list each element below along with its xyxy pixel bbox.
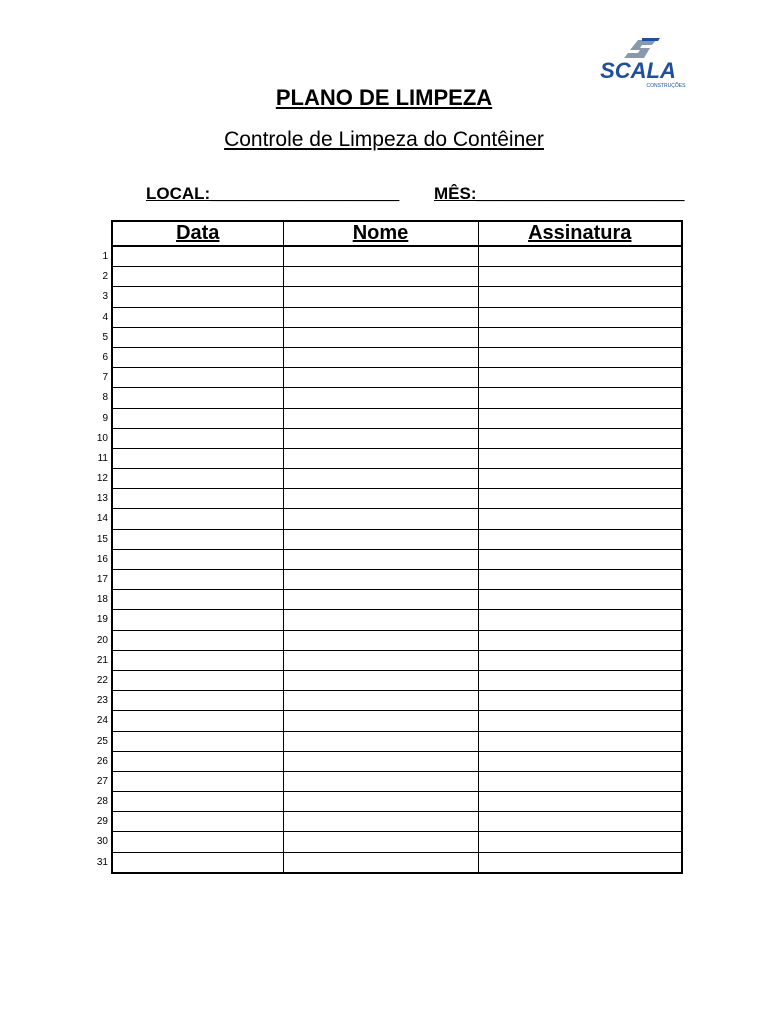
table-row: [112, 408, 682, 428]
assinatura-cell[interactable]: [478, 509, 682, 529]
data-cell[interactable]: [112, 448, 283, 468]
table-header-row: [112, 221, 682, 246]
row-number: 27: [96, 775, 108, 787]
table-row: [112, 832, 682, 852]
nome-cell[interactable]: [283, 246, 478, 267]
nome-cell[interactable]: [283, 307, 478, 327]
assinatura-cell[interactable]: [478, 792, 682, 812]
table-row: [112, 529, 682, 549]
data-cell[interactable]: [112, 469, 283, 489]
nome-cell[interactable]: [283, 267, 478, 287]
nome-cell[interactable]: [283, 670, 478, 690]
data-cell[interactable]: [112, 630, 283, 650]
row-number: 24: [96, 715, 108, 727]
nome-cell[interactable]: [283, 368, 478, 388]
data-cell[interactable]: [112, 812, 283, 832]
column-header-data: Data: [112, 221, 283, 246]
data-cell[interactable]: [112, 852, 283, 873]
nome-cell[interactable]: [283, 751, 478, 771]
nome-cell[interactable]: [283, 792, 478, 812]
data-cell[interactable]: [112, 307, 283, 327]
data-cell[interactable]: [112, 408, 283, 428]
table-row: [112, 448, 682, 468]
nome-cell[interactable]: [283, 771, 478, 791]
row-number: 31: [96, 856, 108, 868]
data-cell[interactable]: [112, 388, 283, 408]
column-header-nome: Nome: [283, 221, 478, 246]
data-cell[interactable]: [112, 347, 283, 367]
local-field: LOCAL:____________________: [146, 184, 400, 203]
nome-cell[interactable]: [283, 408, 478, 428]
data-cell[interactable]: [112, 650, 283, 670]
data-cell[interactable]: [112, 549, 283, 569]
data-cell[interactable]: [112, 711, 283, 731]
nome-cell[interactable]: [283, 812, 478, 832]
data-cell[interactable]: [112, 731, 283, 751]
nome-cell[interactable]: [283, 731, 478, 751]
table-row: [112, 771, 682, 791]
assinatura-cell[interactable]: [478, 549, 682, 569]
data-cell[interactable]: [112, 529, 283, 549]
data-cell[interactable]: [112, 751, 283, 771]
page-subtitle: Controle de Limpeza do Contêiner: [224, 128, 544, 151]
scala-logo-icon: [576, 36, 700, 90]
row-number: 16: [96, 553, 108, 565]
nome-cell[interactable]: [283, 570, 478, 590]
assinatura-cell[interactable]: [478, 388, 682, 408]
table-row: [112, 792, 682, 812]
assinatura-cell[interactable]: [478, 307, 682, 327]
table-row: [112, 590, 682, 610]
row-number: 7: [102, 372, 108, 384]
assinatura-cell[interactable]: [478, 711, 682, 731]
page-title: PLANO DE LIMPEZA: [275, 85, 493, 110]
assinatura-cell[interactable]: [478, 489, 682, 509]
assinatura-cell[interactable]: [478, 610, 682, 630]
data-cell[interactable]: [112, 287, 283, 307]
table-row: [112, 570, 682, 590]
assinatura-cell[interactable]: [478, 670, 682, 690]
table-row: [112, 368, 682, 388]
table-row: [112, 428, 682, 448]
table-row: [112, 388, 682, 408]
nome-cell[interactable]: [283, 590, 478, 610]
data-cell[interactable]: [112, 771, 283, 791]
row-number: 12: [96, 473, 108, 485]
table-row: [112, 630, 682, 650]
data-cell[interactable]: [112, 832, 283, 852]
assinatura-cell[interactable]: [478, 327, 682, 347]
table-row: [112, 610, 682, 630]
row-number: 25: [96, 735, 108, 747]
assinatura-cell[interactable]: [478, 832, 682, 852]
row-number-column: [80, 247, 108, 873]
row-number: 5: [102, 331, 108, 343]
logo-tagline: CONSTRUÇÕES: [646, 83, 686, 89]
row-number: 20: [96, 634, 108, 646]
row-number: 17: [96, 574, 108, 585]
assinatura-cell[interactable]: [478, 287, 682, 307]
nome-cell[interactable]: [283, 549, 478, 569]
table-row: [112, 469, 682, 489]
table-row: [112, 812, 682, 832]
data-cell[interactable]: [112, 610, 283, 630]
nome-cell[interactable]: [283, 448, 478, 468]
nome-cell[interactable]: [283, 428, 478, 448]
data-cell[interactable]: [112, 267, 283, 287]
table-row: [112, 670, 682, 690]
data-cell[interactable]: [112, 509, 283, 529]
nome-cell[interactable]: [283, 610, 478, 630]
data-cell[interactable]: [112, 428, 283, 448]
cleaning-log-table: [111, 220, 683, 874]
nome-cell[interactable]: [283, 711, 478, 731]
row-number: 2: [102, 271, 108, 283]
data-cell[interactable]: [112, 590, 283, 610]
row-number: 3: [102, 291, 108, 303]
data-cell[interactable]: [112, 327, 283, 347]
company-logo: [576, 36, 700, 90]
assinatura-cell[interactable]: [478, 428, 682, 448]
data-cell[interactable]: [112, 368, 283, 388]
column-header-assinatura: Assinatura: [478, 221, 682, 246]
nome-cell[interactable]: [283, 650, 478, 670]
assinatura-cell[interactable]: [478, 347, 682, 367]
row-number: 18: [96, 594, 108, 606]
nome-cell[interactable]: [283, 529, 478, 549]
data-cell[interactable]: [112, 792, 283, 812]
data-cell[interactable]: [112, 570, 283, 590]
table-row: [112, 691, 682, 711]
nome-cell[interactable]: [283, 388, 478, 408]
row-number: 29: [96, 816, 108, 828]
table-row: [112, 751, 682, 771]
row-number: 9: [102, 412, 108, 424]
nome-cell[interactable]: [283, 509, 478, 529]
row-number: 21: [96, 654, 108, 666]
row-number: 15: [96, 533, 108, 545]
nome-cell[interactable]: [283, 832, 478, 852]
nome-cell[interactable]: [283, 489, 478, 509]
row-number: 4: [102, 311, 108, 323]
assinatura-cell[interactable]: [478, 630, 682, 650]
row-number: 6: [102, 351, 108, 363]
table-row: [112, 246, 682, 267]
row-number: 28: [96, 796, 108, 808]
row-number: 13: [96, 493, 108, 505]
table-row: [112, 267, 682, 287]
nome-cell[interactable]: [283, 630, 478, 650]
table-row: [112, 549, 682, 569]
assinatura-cell[interactable]: [478, 852, 682, 873]
nome-cell[interactable]: [283, 852, 478, 873]
row-number: 1: [102, 251, 108, 262]
assinatura-cell[interactable]: [478, 529, 682, 549]
nome-cell[interactable]: [283, 287, 478, 307]
table-row: [112, 711, 682, 731]
assinatura-cell[interactable]: [478, 246, 682, 267]
assinatura-cell[interactable]: [478, 771, 682, 791]
data-cell[interactable]: [112, 691, 283, 711]
data-cell[interactable]: [112, 246, 283, 267]
table-row: [112, 731, 682, 751]
table-row: [112, 287, 682, 307]
logo-text: SCALA: [600, 58, 676, 83]
row-number: 8: [102, 392, 108, 404]
row-number: 23: [96, 695, 108, 707]
row-number: 26: [96, 755, 108, 767]
assinatura-cell[interactable]: [478, 731, 682, 751]
assinatura-cell[interactable]: [478, 368, 682, 388]
row-number: 10: [96, 432, 108, 444]
table-row: [112, 327, 682, 347]
assinatura-cell[interactable]: [478, 448, 682, 468]
month-field: MÊS:______________________: [434, 184, 685, 203]
table-row: [112, 347, 682, 367]
assinatura-cell[interactable]: [478, 570, 682, 590]
data-cell[interactable]: [112, 489, 283, 509]
row-number: 14: [96, 513, 108, 525]
table-row: [112, 650, 682, 670]
nome-cell[interactable]: [283, 347, 478, 367]
row-number: 19: [96, 614, 108, 626]
nome-cell[interactable]: [283, 469, 478, 489]
assinatura-cell[interactable]: [478, 469, 682, 489]
table-row: [112, 852, 682, 873]
table-row: [112, 489, 682, 509]
assinatura-cell[interactable]: [478, 408, 682, 428]
assinatura-cell[interactable]: [478, 590, 682, 610]
row-number: 22: [96, 674, 108, 686]
nome-cell[interactable]: [283, 691, 478, 711]
assinatura-cell[interactable]: [478, 691, 682, 711]
table-row: [112, 307, 682, 327]
nome-cell[interactable]: [283, 327, 478, 347]
row-number: 30: [96, 836, 108, 848]
row-number: 11: [97, 452, 108, 464]
table-row: [112, 509, 682, 529]
assinatura-cell[interactable]: [478, 650, 682, 670]
assinatura-cell[interactable]: [478, 751, 682, 771]
data-cell[interactable]: [112, 670, 283, 690]
assinatura-cell[interactable]: [478, 267, 682, 287]
assinatura-cell[interactable]: [478, 812, 682, 832]
